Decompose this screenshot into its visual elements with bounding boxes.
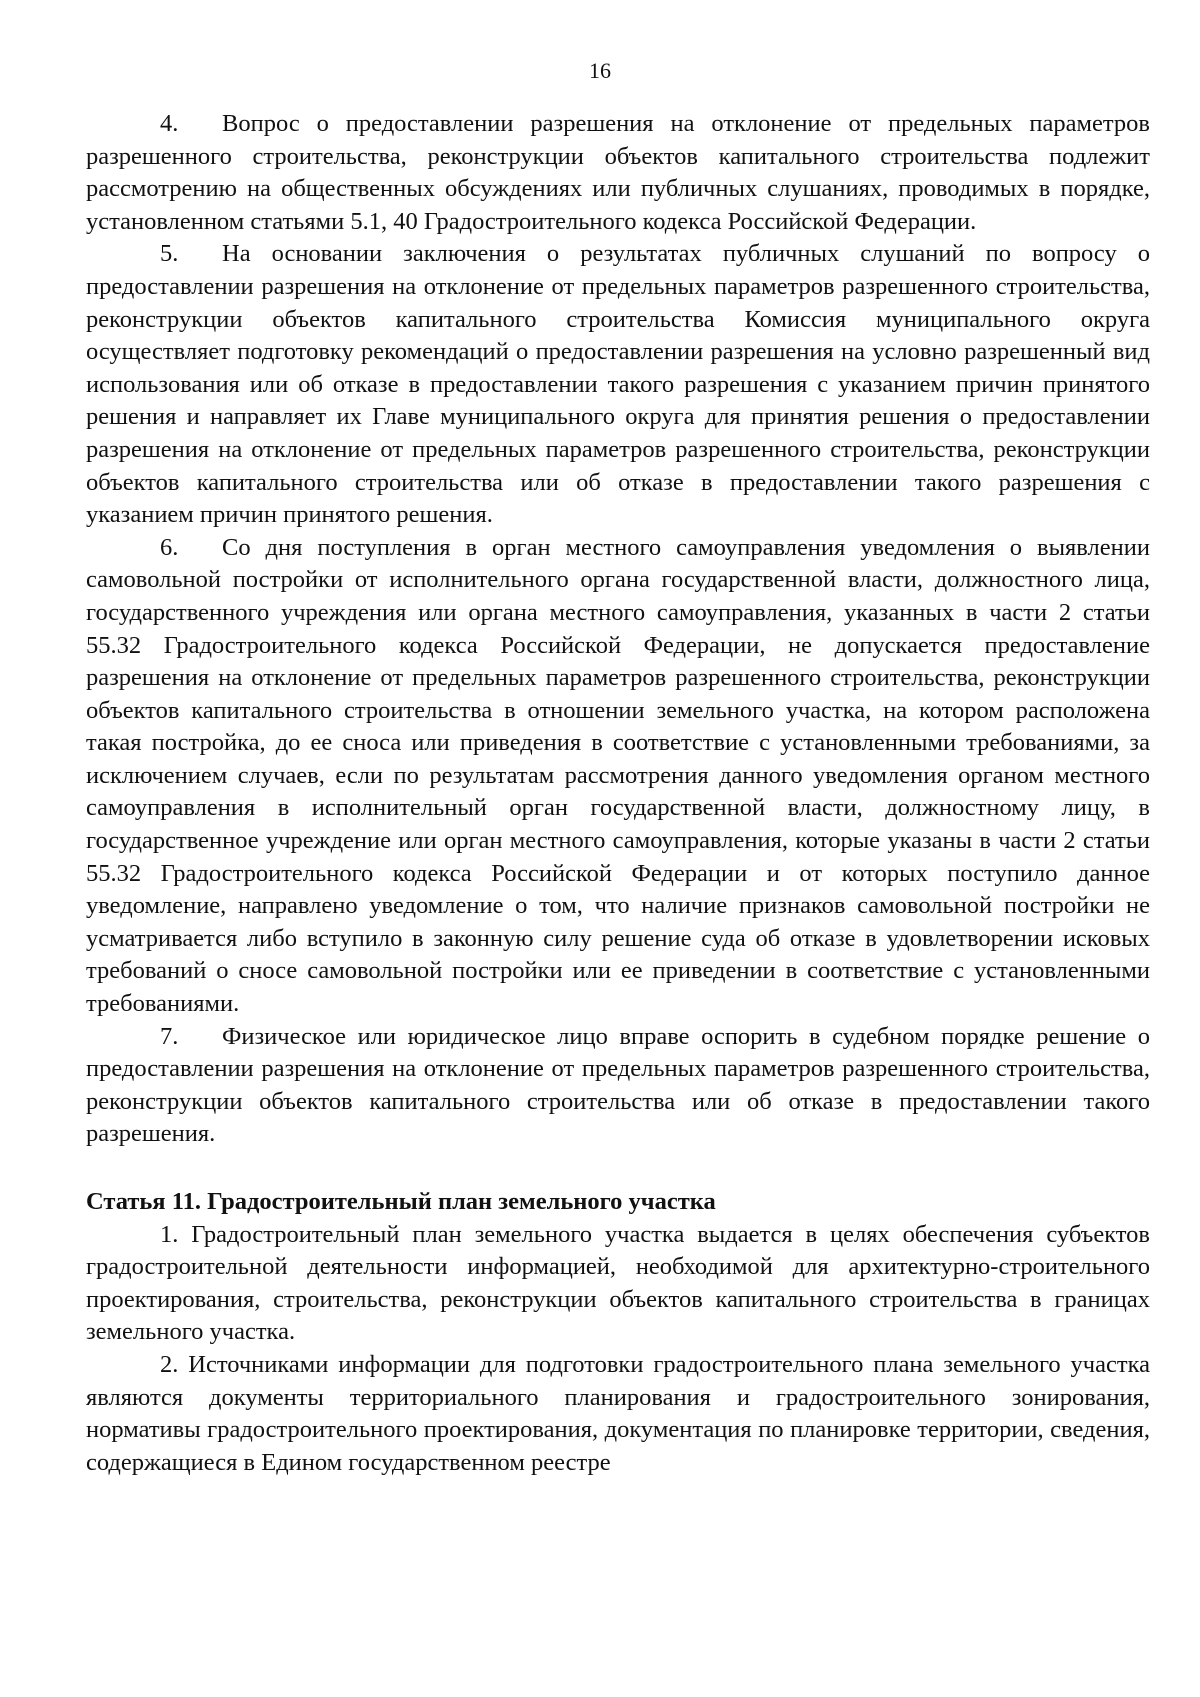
article-paragraph-2: 2. Источниками информации для подготовки градостроительного плана земельного участка являются документы территориального планирования и градостроительного зонирования, нормативы градостроительного проектирования, документация по планировке территории, сведения, содержащиеся в Едином государственном реестре — [86, 1350, 1150, 1476]
paragraph-text: Физическое или юридическое лицо вправе оспорить в судебном порядке решение о предоставлении разрешения на отклонение от предельных параметров разрешенного строительства, реконструкции объектов капитального строительства или об отказе в предоставлении такого разрешения. — [86, 1022, 1150, 1148]
article-paragraph-1: 1. Градостроительный план земельного участка выдается в целях обеспечения субъектов градостроительной деятельности информацией, необходимой для архитектурно-строительного проектирования, строительства, реконструкции объектов капитального строительства в границах земельного участка. — [86, 1220, 1150, 1346]
article-heading: Статья 11. Градостроительный план земельного участка — [86, 1188, 716, 1215]
paragraph-text: На основании заключения о результатах публичных слушаний по вопросу о предоставлении разрешения на отклонение от предельных параметров разрешенного строительства, реконструкции объектов капитального строительства Комиссия муниципального округа осуществляет подготовку рекомендаций о предоставлении разрешения на условно разрешенный вид использования или об отказе в предоставлении такого разрешения с указанием причин принятого решения и направляет их Главе муниципального округа для принятия решения о предоставлении разрешения на отклонение от предельных параметров разрешенного строительства, реконструкции объектов капитального строительства или об отказе в предоставлении такого разрешения с указанием причин принятого решения. — [86, 240, 1150, 529]
paragraph-4 — [86, 108, 1150, 238]
paragraph-number: 7. — [160, 1022, 179, 1050]
paragraph-text: Вопрос о предоставлении разрешения на отклонение от предельных параметров разрешенного строительства, реконструкции объектов капитального строительства подлежит рассмотрению на общественных обсуждениях или публичных слушаниях, проводимых в порядке, установленном статьями 5.1, 40 Градостроительного кодекса Российской Федерации. — [86, 110, 1150, 235]
paragraph-5 — [86, 238, 1150, 531]
paragraph-number: 5. — [160, 240, 179, 268]
page-number: 16 — [589, 58, 611, 83]
paragraph-7 — [86, 1021, 1150, 1151]
paragraph-number: 4. — [160, 110, 179, 137]
document-body — [86, 108, 1150, 1479]
paragraph-6 — [86, 532, 1150, 1021]
paragraph-text: Со дня поступления в орган местного самоуправления уведомления о выявлении самовольной постройки от исполнительного органа государственной власти, должностного лица, государственного учреждения или органа местного самоуправления, указанных в части 2 статьи 55.32 Градостроительного кодекса Российской Федерации, не допускается предоставление разрешения на отклонение от предельных параметров разрешенного строительства, реконструкции объектов капитального строительства в отношении земельного участка, на котором расположена такая постройка, до ее сноса или приведения в соответствие с установленными требованиями, за исключением случаев, если по результатам рассмотрения данного уведомления органом местного самоуправления в исполнительный орган государственной власти, должностному лицу, в государственное учреждение или орган местного самоуправления, которые указаны в части 2 статьи 55.32 Градостроительного кодекса Российской Федерации и от которых поступило данное уведомление, направлено уведомление о том, что наличие признаков самовольной постройки не усматривается либо вступило в законную силу решение суда об отказе в удовлетворении исковых требований о сносе самовольной постройки или ее приведении в соответствие с установленными требованиями. — [86, 533, 1150, 1018]
paragraph-number: 6. — [160, 533, 179, 561]
